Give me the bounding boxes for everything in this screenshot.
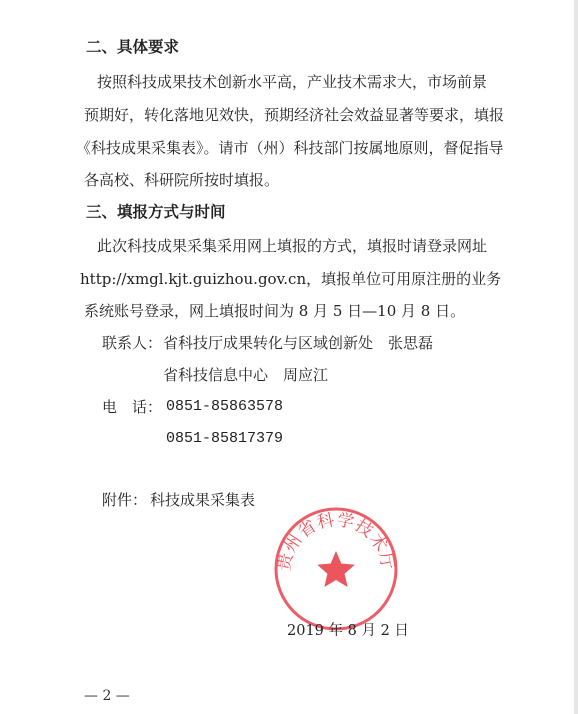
section-heading-requirements: 二、具体要求 bbox=[86, 38, 180, 56]
paragraph-line: 预期好，转化落地见效快，预期经济社会效益显著等要求，填报 bbox=[84, 106, 505, 124]
contact-person-2: 省科技信息中心 周应江 bbox=[163, 366, 329, 384]
attachment-label: 附件： bbox=[102, 491, 148, 509]
official-seal-stamp bbox=[272, 505, 400, 633]
paragraph-line: http://xmgl.kjt.guizhou.gov.cn，填报单位可用原注册的业务 bbox=[80, 270, 502, 288]
issue-date: 2019 年 8 月 2 日 bbox=[287, 623, 409, 639]
svg-text:贵州省科学技术厅: 贵州省科学技术厅 bbox=[274, 509, 398, 573]
contact-label: 联系人： bbox=[102, 334, 163, 352]
phone-number-2: 0851-85817379 bbox=[166, 430, 284, 447]
phone-label: 电 话： bbox=[102, 398, 163, 416]
paragraph-line: 按照科技成果技术创新水平高，产业技术需求大，市场前景 bbox=[97, 73, 488, 91]
seal-star-icon bbox=[317, 551, 355, 587]
section-heading-method: 三、填报方式与时间 bbox=[86, 203, 226, 221]
paragraph-line: 各高校、科研院所按时填报。 bbox=[84, 171, 280, 189]
paragraph-line: 《科技成果采集表》。请市（州）科技部门按属地原则，督促指导 bbox=[76, 139, 504, 157]
page-edge bbox=[574, 0, 578, 714]
paragraph-line: 此次科技成果采集采用网上填报的方式，填报时请登录网址 bbox=[97, 237, 488, 255]
page-number: — 2 — bbox=[84, 688, 130, 704]
phone-number-1: 0851-85863578 bbox=[166, 398, 284, 415]
attachment-value: 科技成果采集表 bbox=[150, 491, 256, 509]
paragraph-line: 系统账号登录，网上填报时间为 8 月 5 日—10 月 8 日。 bbox=[84, 302, 466, 320]
contact-person-1: 省科技厅成果转化与区域创新处 张思磊 bbox=[163, 334, 434, 352]
